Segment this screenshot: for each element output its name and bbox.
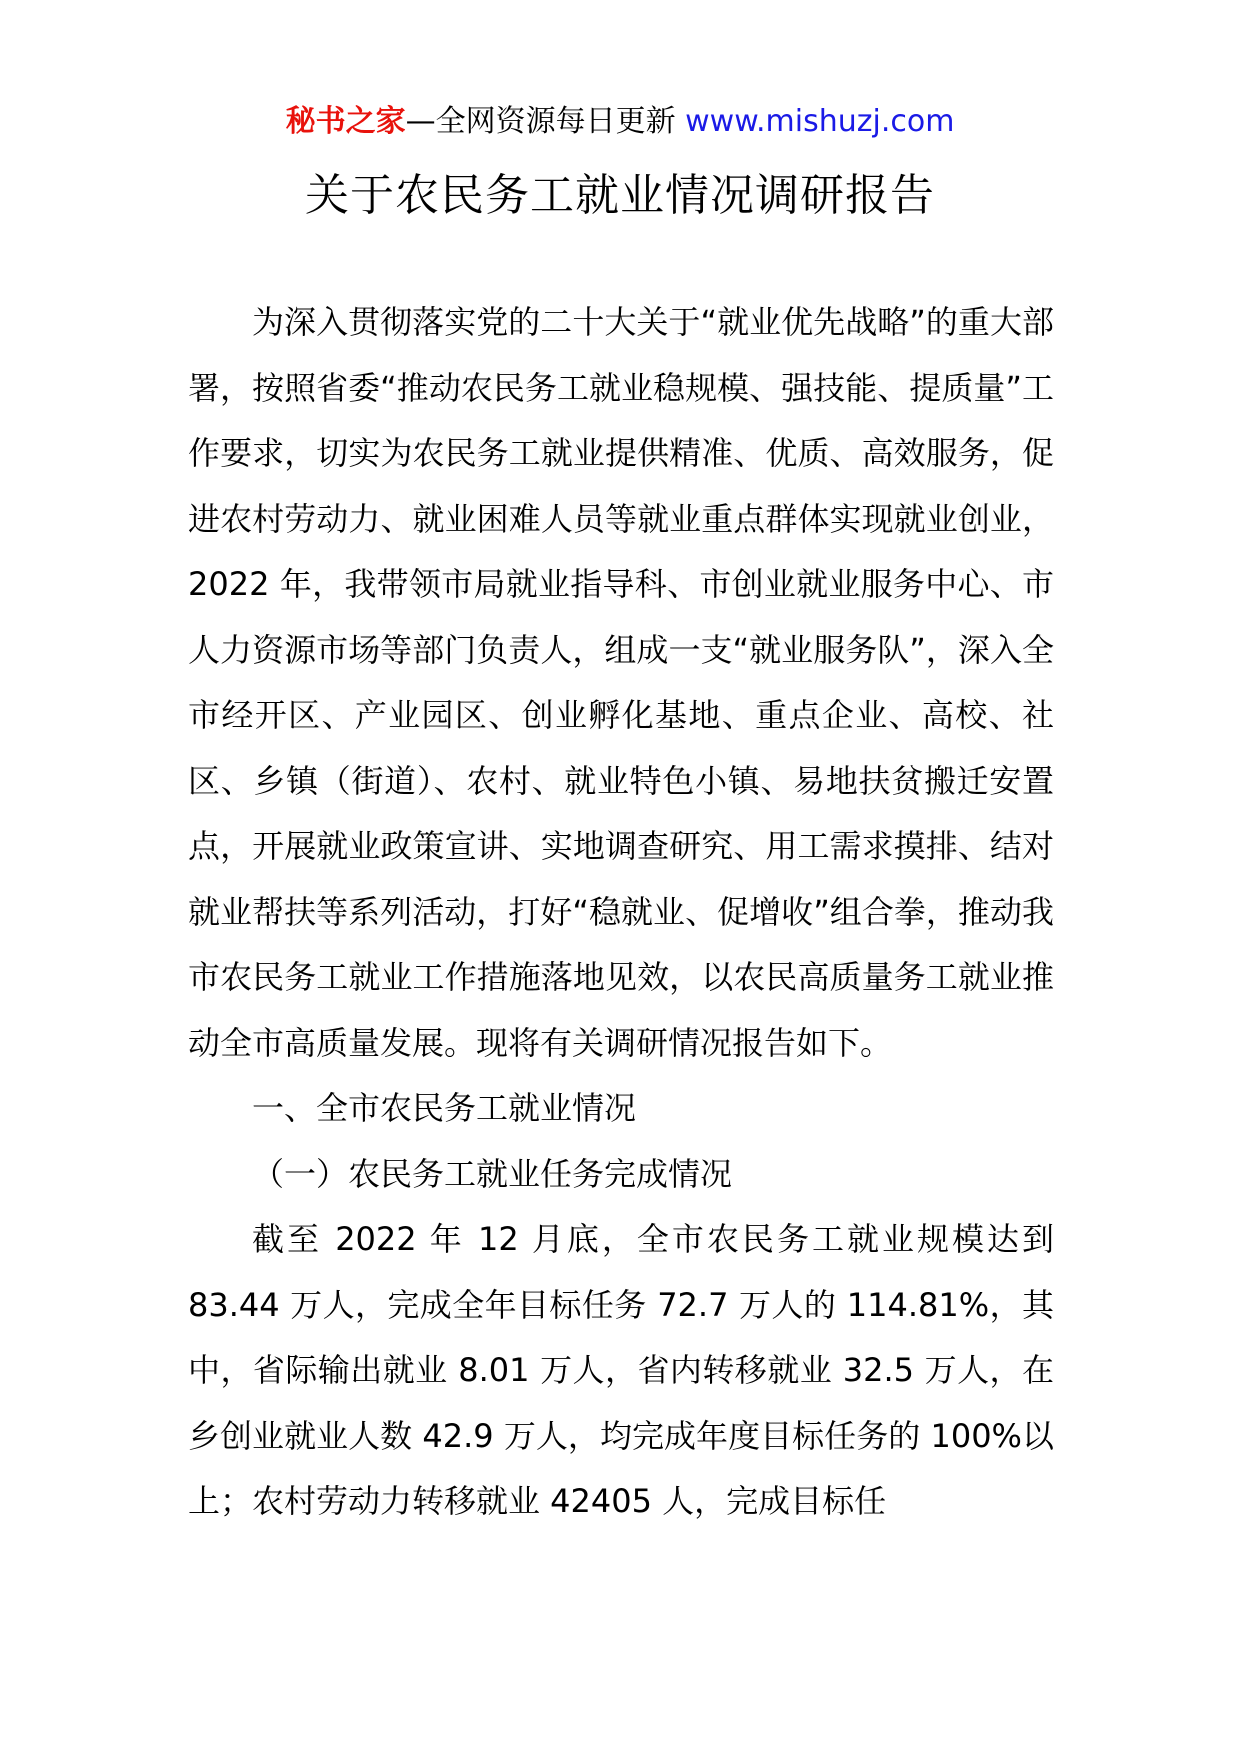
- site-banner: [0, 102, 1240, 142]
- subsection-heading-1: （一）农民务工就业任务完成情况: [252, 1154, 733, 1193]
- site-slogan: —全网资源每日更新: [405, 104, 686, 139]
- section-heading-1: 一、全市农民务工就业情况: [252, 1089, 637, 1127]
- document-title: 关于农民务工就业情况调研报告: [305, 170, 935, 221]
- document-body: [188, 290, 1054, 1535]
- site-brand: 秘书之家: [285, 104, 406, 139]
- intro-paragraph: 为深入贯彻落实党的二十大关于“就业优先战略”的重大部署，按照省委“推动农民务工就业稳规模、强技能、提质量”工作要求，切实为农民务工就业提供精准、优质、高效服务，促进农村劳动力、就业困难人员等就业重点群体实现就业创业，2022 年，我带领市局就业指导科、市创业就业服务中心、市人力资源市场等部门负责人，组成一支“就业服务队”，深入全市经开区、产业园区、创业孵化基地、重点企业、高校、社区、乡镇（街道）、农村、就业特色小镇、易地扶贫搬迁安置点，开展就业政策宣讲、实地调查研究、用工需求摸排、结对就业帮扶等系列活动，打好“稳就业、促增收”组合拳，推动我市农民务工就业工作措施落地见效，以农民高质量务工就业推动全市高质量发展。现将有关调研情况报告如下。: [188, 303, 1054, 1062]
- site-url-link[interactable]: www.mishuzj.com: [685, 104, 955, 139]
- body-paragraph: 截至 2022 年 12 月底，全市农民务工就业规模达到 83.44 万人，完成全年目标任务 72.7 万人的 114.81%，其中，省际输出就业 8.01 万人，省内转移就业 32.5 万人，在乡创业就业人数 42.9 万人，均完成年度目标任务的 100%以上；农村劳动力转移就业 42405 人，完成目标任: [188, 1220, 1054, 1520]
